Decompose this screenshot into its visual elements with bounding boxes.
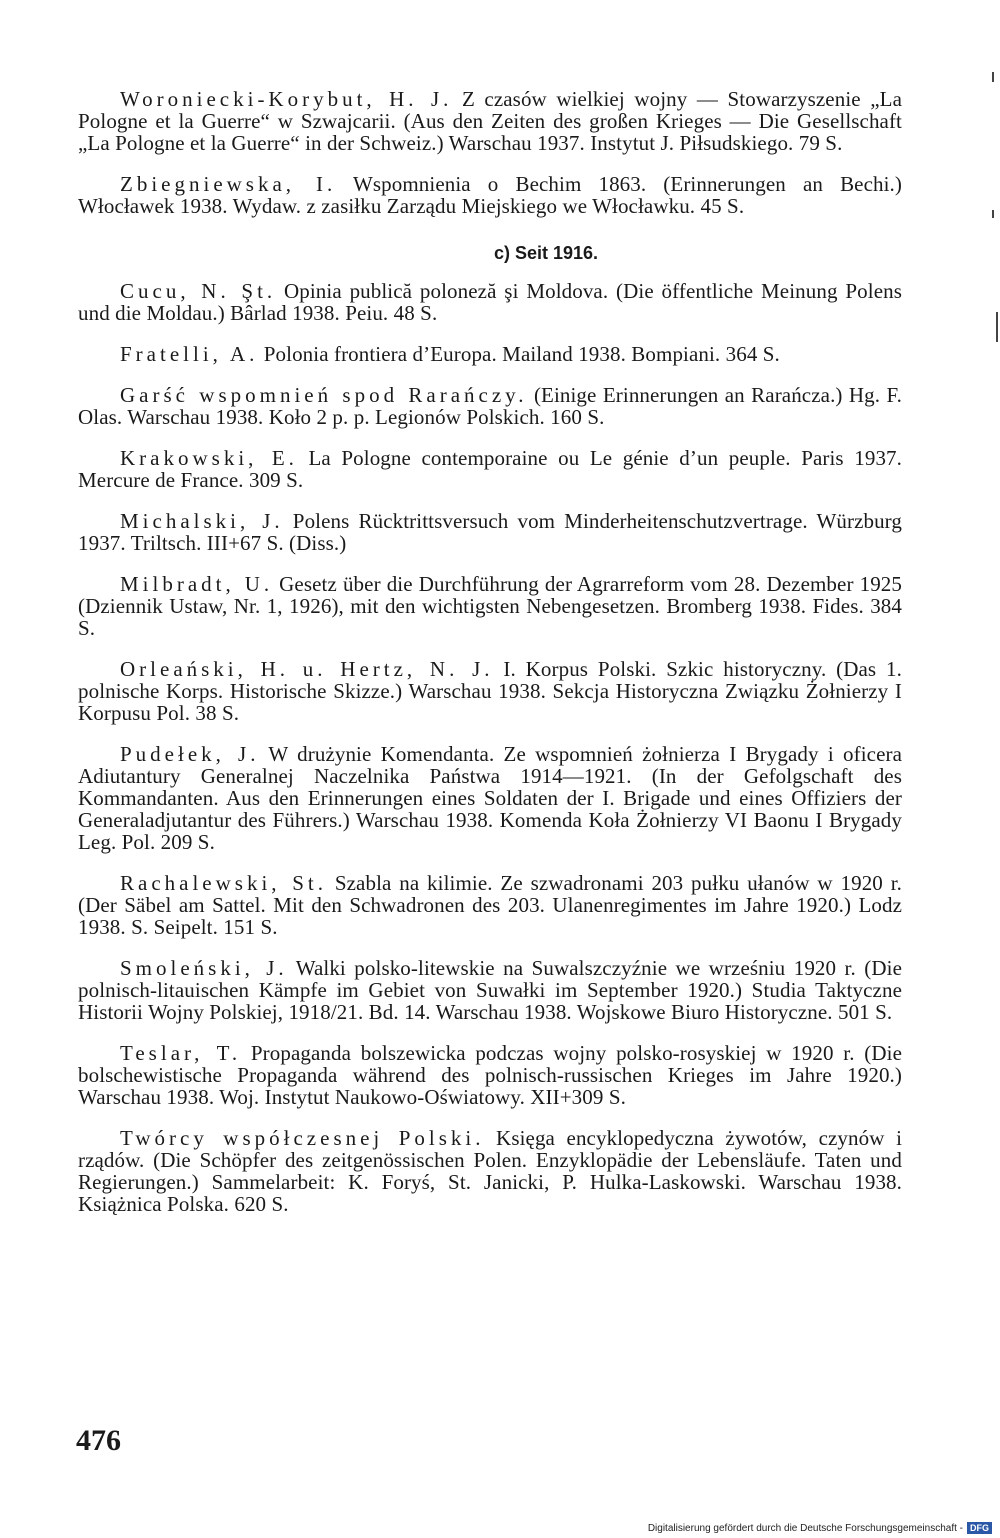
bibliography-entry — [78, 1042, 902, 1108]
entry-list-a — [78, 88, 902, 217]
entry-author: Woroniecki-Korybut, H. J. — [120, 87, 453, 111]
entry-author: Krakowski, E. — [120, 446, 298, 470]
entry-author: Rachalewski, St. — [120, 871, 328, 895]
bibliography-entry — [78, 743, 902, 853]
bibliography-column — [78, 88, 902, 1234]
entry-text: (Einige Erinnerungen an Rarańcza.) Hg. F. Olas. Warschau 1938. Koło 2 p. p. Legionów Polskich. 160 S. — [78, 383, 902, 429]
section-heading: c) Seit 1916. — [493, 243, 599, 263]
entry-text: I. Korpus Polski. Szkic historyczny. (Das 1. polnische Korps. Historische Skizze.) Warschau 1938. Sekcja Historyczna Związku Żołnierzy I Korpusu Pol. 38 S. — [78, 657, 903, 725]
bibliography-entry — [78, 384, 902, 428]
entry-author: Pudełek, J. — [120, 742, 260, 766]
bibliography-entry — [78, 447, 902, 491]
dfg-logo-icon: DFG — [967, 1522, 992, 1534]
entry-author: Twórcy współczesnej Polski. — [120, 1126, 485, 1150]
entry-text: Propaganda bolszewicka podczas wojny polsko-rosyskiej w 1920 r. (Die bolschewistische Propaganda während des polnisch-russischen Krieges im Jahre 1920.) Warschau 1938. Woj. Instytut Naukowo-Oświatowy. XII+309 S. — [78, 1041, 902, 1109]
entry-text: Księga encyklopedyczna żywotów, czynów i rządów. (Die Schöpfer des zeitgenössischen Polen. Enzyklopädie der Lebensläufe. Taten und Regierungen.) Sammelarbeit: K. Foryś, St. Janicki, P. Hulka-Laskowski. Warschau 1938. Książnica Polska. 620 S. — [78, 1126, 902, 1216]
bibliography-entry — [78, 173, 902, 217]
entry-text: Z czasów wielkiej wojny — Stowarzyszenie „La Pologne et la Guerre“ w Szwajcarii. (Aus den Zeiten des großen Krieges — Die Gesellschaft „La Pologne et la Guerre“ in der Schweiz.) Warschau 1937. Instytut J. Piłsudskiego. 79 S. — [78, 87, 902, 155]
bibliography-entry — [78, 957, 902, 1023]
entry-text: Szabla na kilimie. Ze szwadronami 203 pułku ułanów w 1920 r. (Der Säbel am Sattel. Mit den Schwadronen des 203. Ulanenregimentes im Jahre 1920.) Lodz 1938. S. Seipelt. 151 S. — [78, 871, 903, 939]
bibliography-entry — [78, 658, 902, 724]
entry-author: Teslar, T. — [120, 1041, 242, 1065]
scan-edge-mark — [996, 312, 998, 342]
entry-author: Cucu, N. Şt. — [120, 279, 277, 303]
bibliography-entry — [78, 1127, 902, 1215]
entry-text: W drużynie Komendanta. Ze wspomnień żołnierza I Brygady i oficera Adiutantury Generalnej Naczelnika Państwa 1914—1921. (In der Gefolgschaft des Kommandanten. Aus den Erinnerungen eines Soldaten der I. Brigade und eines Offiziers der Generaladjutantur des Führers.) Warschau 1938. Komenda Koła Żołnierzy VI Baonu I Brygady Leg. Pol. 209 S. — [78, 742, 903, 854]
entry-text: Gesetz über die Durchführung der Agrarreform vom 28. Dezember 1925 (Dziennik Ustaw, Nr. 1, 1926), mit den wichtigsten Nebengesetzen. Bromberg 1938. Fides. 384 S. — [78, 572, 902, 640]
entry-text: Walki polsko-litewskie na Suwalszczyźnie we wrześniu 1920 r. (Die polnisch-litauischen Kämpfe im Gebiet von Suwałki im September 1920.) Studia Taktyczne Historii Wojny Polskiej, 1918/21. Bd. 14. Warschau 1938. Wojskowe Biuro Historyczne. 501 S. — [78, 956, 902, 1024]
bibliography-entry — [78, 872, 902, 938]
bibliography-entry — [78, 343, 902, 365]
entry-author: Zbiegniewska, I. — [120, 172, 337, 196]
bibliography-entry — [78, 280, 902, 324]
scan-edge-mark — [992, 210, 994, 218]
entry-text: Opinia publică poloneză şi Moldova. (Die öffentliche Meinung Polens und die Moldau.) Bârlad 1938. Peiu. 48 S. — [78, 279, 902, 325]
page-number: 476 — [76, 1424, 121, 1457]
footer-text: Digitalisierung gefördert durch die Deutsche Forschungsgemeinschaft - — [647, 1522, 963, 1534]
entry-author: Milbradt, U. — [120, 572, 274, 596]
entry-author: Michalski, J. — [120, 509, 284, 533]
entry-author: Smoleński, J. — [120, 956, 288, 980]
bibliography-entry — [78, 573, 902, 639]
entry-author: Fratelli, A. — [120, 342, 259, 366]
entry-list-b — [78, 280, 902, 1215]
entry-text: La Pologne contemporaine ou Le génie d’un peuple. Paris 1937. Mercure de France. 309 S. — [78, 446, 902, 492]
entry-text: Polens Rücktrittsversuch vom Minderheitenschutzvertrage. Würzburg 1937. Triltsch. III+67 S. (Diss.) — [78, 509, 903, 555]
scan-edge-mark — [992, 72, 994, 82]
bibliography-entry — [78, 88, 902, 154]
entry-text: Wspomnienia o Bechim 1863. (Erinnerungen an Bechi.) Włocławek 1938. Wydaw. z zasiłku Zarządu Miejskiego we Włocławku. 45 S. — [78, 172, 903, 218]
digitization-footer — [648, 1522, 992, 1534]
entry-text: Polonia frontiera d’Europa. Mailand 1938. Bompiani. 364 S. — [258, 342, 780, 366]
entry-author: Orleański, H. u. Hertz, N. J. — [120, 657, 494, 681]
entry-author: Garść wspomnień spod Rarańczy. — [120, 383, 528, 407]
bibliography-entry — [78, 510, 902, 554]
